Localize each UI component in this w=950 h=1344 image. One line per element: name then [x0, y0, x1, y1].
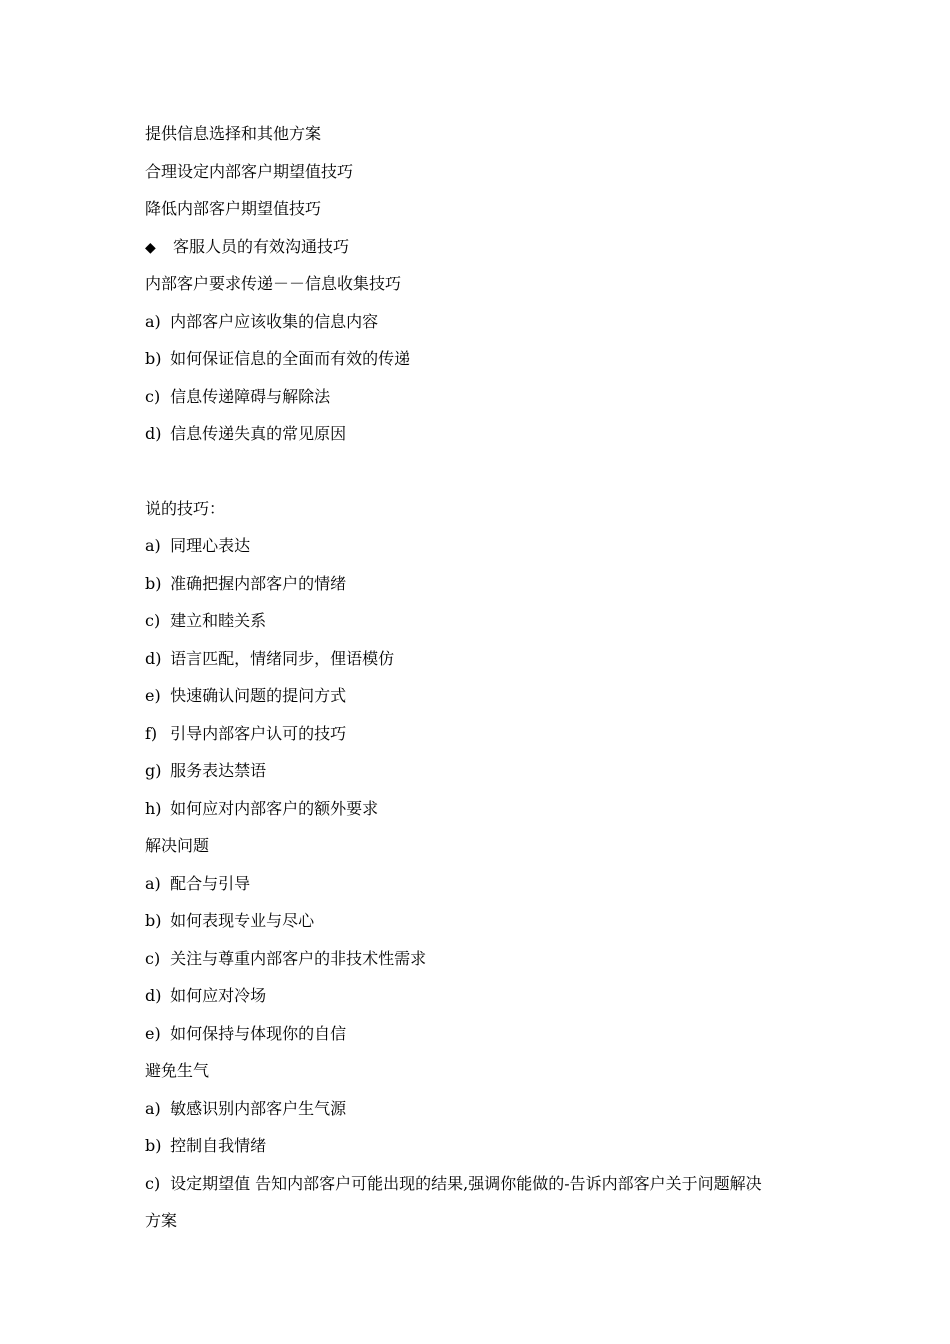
list-marker: e): [145, 686, 161, 705]
line-text: 客服人员的有效沟通技巧: [173, 236, 350, 256]
line-text: 配合与引导: [170, 873, 251, 893]
list-item: [145, 872, 825, 910]
list-item: [145, 1097, 825, 1135]
line-text: 关注与尊重内部客户的非技术性需求: [170, 948, 427, 968]
list-marker: f): [145, 723, 158, 743]
list-marker: b): [145, 1136, 162, 1155]
line-text: 同理心表达: [170, 536, 251, 555]
list-item: [145, 572, 825, 610]
list-marker: b): [145, 911, 162, 930]
list-marker: h): [145, 798, 162, 818]
list-item: [145, 722, 825, 760]
list-marker: c): [145, 611, 161, 630]
text-line: [145, 497, 825, 535]
line-text: 合理设定内部客户期望值技巧: [145, 161, 354, 181]
list-marker: a): [145, 873, 161, 893]
list-item: [145, 984, 825, 1022]
line-text: 准确把握内部客户的情绪: [170, 573, 347, 593]
line-text: 快速确认问题的提问方式: [170, 686, 347, 705]
list-marker: a): [145, 536, 161, 555]
list-item: [145, 759, 825, 797]
line-text: 设定期望值 告知内部客户可能出现的结果,强调你能做的-告诉内部客户关于问题解决: [170, 1173, 762, 1193]
list-item: [145, 347, 825, 385]
list-item: [145, 310, 825, 348]
text-line: [145, 1209, 825, 1247]
list-marker: c): [145, 386, 161, 406]
list-item: [145, 684, 825, 722]
list-marker: b): [145, 573, 162, 593]
section-heading: [145, 235, 825, 273]
line-text: 语言匹配，情绪同步，俚语模仿: [170, 648, 395, 668]
list-item: [145, 534, 825, 572]
list-marker: d): [145, 648, 162, 668]
line-text: 解决问题: [145, 836, 210, 855]
list-item: [145, 385, 825, 423]
line-text: 内部客户要求传递－－信息收集技巧: [145, 274, 402, 293]
line-text: 降低内部客户期望值技巧: [145, 199, 322, 218]
list-item: [145, 1172, 825, 1210]
line-text: 建立和睦关系: [170, 611, 267, 630]
list-item: [145, 422, 825, 460]
line-text: 说的技巧：: [145, 498, 226, 518]
list-marker: e): [145, 1023, 161, 1043]
list-item: [145, 947, 825, 985]
list-item: [145, 609, 825, 647]
list-marker: b): [145, 349, 162, 368]
text-line: [145, 1059, 825, 1097]
line-text: 敏感识别内部客户生气源: [170, 1098, 347, 1118]
line-text: 如何应对内部客户的额外要求: [170, 798, 379, 818]
diamond-bullet-icon: ◆: [145, 239, 156, 256]
line-text: 如何保证信息的全面而有效的传递: [170, 349, 411, 368]
list-marker: d): [145, 424, 162, 443]
list-marker: g): [145, 761, 162, 780]
list-marker: c): [145, 948, 161, 968]
list-marker: a): [145, 1098, 161, 1118]
list-marker: a): [145, 311, 161, 331]
line-text: 服务表达禁语: [170, 761, 267, 780]
text-line: [145, 122, 825, 160]
list-marker: d): [145, 986, 162, 1005]
blank-line: [145, 460, 825, 497]
line-text: 信息传递障碍与解除法: [170, 386, 331, 406]
text-line: [145, 834, 825, 872]
line-text: 控制自我情绪: [170, 1136, 267, 1155]
line-text: 避免生气: [145, 1061, 210, 1080]
text-line: [145, 160, 825, 198]
line-text: 如何表现专业与尽心: [170, 911, 315, 930]
document-body: [145, 122, 825, 1247]
text-line: [145, 272, 825, 310]
text-line: [145, 197, 825, 235]
line-text: 内部客户应该收集的信息内容: [170, 311, 379, 331]
list-item: [145, 909, 825, 947]
line-text: 信息传递失真的常见原因: [170, 424, 347, 443]
list-marker: c): [145, 1173, 161, 1193]
list-item: [145, 1134, 825, 1172]
list-item: [145, 797, 825, 835]
line-text: 引导内部客户认可的技巧: [170, 723, 347, 743]
line-text: 提供信息选择和其他方案: [145, 124, 322, 143]
list-item: [145, 1022, 825, 1060]
line-text: 如何保持与体现你的自信: [170, 1023, 347, 1043]
line-text: 方案: [145, 1211, 178, 1230]
line-text: 如何应对冷场: [170, 986, 267, 1005]
list-item: [145, 647, 825, 685]
